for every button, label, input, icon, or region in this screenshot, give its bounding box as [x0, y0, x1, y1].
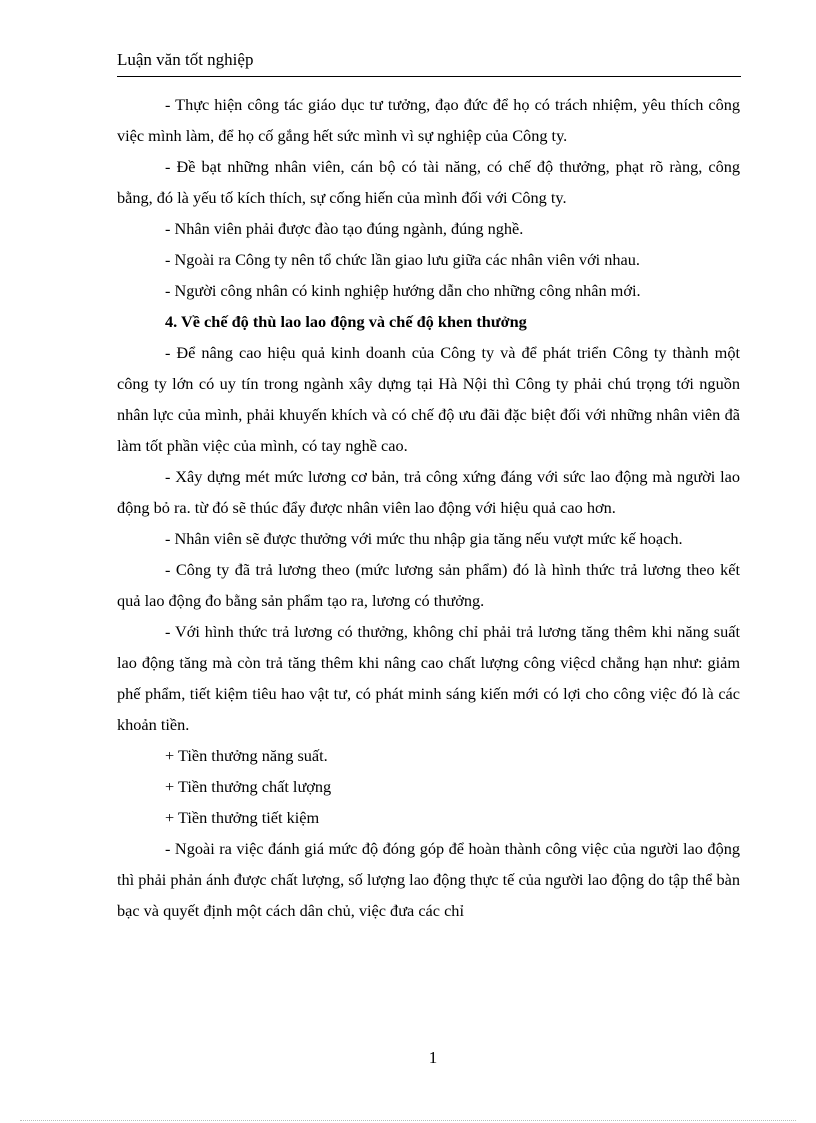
page-bottom-divider [20, 1120, 796, 1121]
paragraph-bonus-wage: - Với hình thức trả lương có thưởng, không chỉ phải trả lương tăng thêm khi năng suất lao động tăng mà còn trả tăng thêm khi nâng cao chất lượng công việcd chẳng hạn như: giảm phế phẩm, tiết kiệm tiêu hao vật tư, có phát minh sáng kiến mới có lợi cho công việc đó là các khoản tiền. [117, 622, 740, 734]
paragraph-staff-exchange: - Ngoài ra Công ty nên tổ chức lần giao lưu giữa các nhân viên với nhau. [165, 250, 640, 269]
paragraph-bonus-income: - Nhân viên sẽ được thưởng với mức thu nhập gia tăng nếu vượt mức kế hoạch. [165, 529, 683, 548]
paragraph-training: - Nhân viên phải được đào tạo đúng ngành, đúng nghề. [165, 219, 524, 238]
paragraph-promotion-rewards: - Đề bạt những nhân viên, cán bộ có tài năng, có chế độ thưởng, phạt rõ ràng, công bằng, đó là yếu tố kích thích, sự cống hiến của mình đối với Công ty. [117, 157, 740, 207]
paragraph-base-salary: - Xây dựng mét mức lương cơ bản, trả công xứng đáng với sức lao động mà người lao động bỏ ra. từ đó sẽ thúc đẩy được nhân viên lao động với hiệu quả cao hơn. [117, 467, 740, 517]
document-header-title: Luận văn tốt nghiệp [117, 50, 254, 69]
paragraph-contribution-evaluation: - Ngoài ra việc đánh giá mức độ đóng góp để hoàn thành công việc của người lao động thì phải phản ánh được chất lượng, số lượng lao động thực tế của người lao động do tập thể bàn bạc và quyết định một cách dân chủ, việc đưa các chỉ [117, 839, 740, 920]
paragraph-mentoring: - Người công nhân có kinh nghiệp hướng dẫn cho những công nhân mới. [165, 281, 641, 300]
paragraph-product-wage: - Công ty đã trả lương theo (mức lương sản phẩm) đó là hình thức trả lương theo kết quả lao động đo bằng sản phẩm tạo ra, lương có thưởng. [117, 560, 740, 610]
paragraph-business-efficiency: - Để nâng cao hiệu quả kinh doanh của Công ty và để phát triển Công ty thành một công ty lớn có uy tín trong ngành xây dựng tại Hà Nội thì Công ty phải chú trọng tới nguồn nhân lực của mình, phải khuyến khích và có chế độ ưu đãi đặc biệt đối với những nhân viên đã làm tốt phần việc của mình, có tay nghề cao. [117, 343, 740, 455]
page-number: 1 [428, 1048, 438, 1067]
header-divider [117, 76, 741, 77]
list-item-productivity-bonus: + Tiền thưởng năng suất. [165, 746, 328, 765]
document-body [117, 89, 740, 926]
list-item-quality-bonus: + Tiền thưởng chất lượng [165, 777, 332, 796]
section-heading-compensation: 4. Về chế độ thù lao lao động và chế độ khen thưởng [165, 312, 527, 331]
paragraph-ideology-education: - Thực hiện công tác giáo dục tư tưởng, đạo đức để họ có trách nhiệm, yêu thích công việc mình làm, để họ cố gắng hết sức mình vì sự nghiệp của Công ty. [117, 95, 740, 145]
list-item-savings-bonus: + Tiền thưởng tiết kiệm [165, 808, 320, 827]
